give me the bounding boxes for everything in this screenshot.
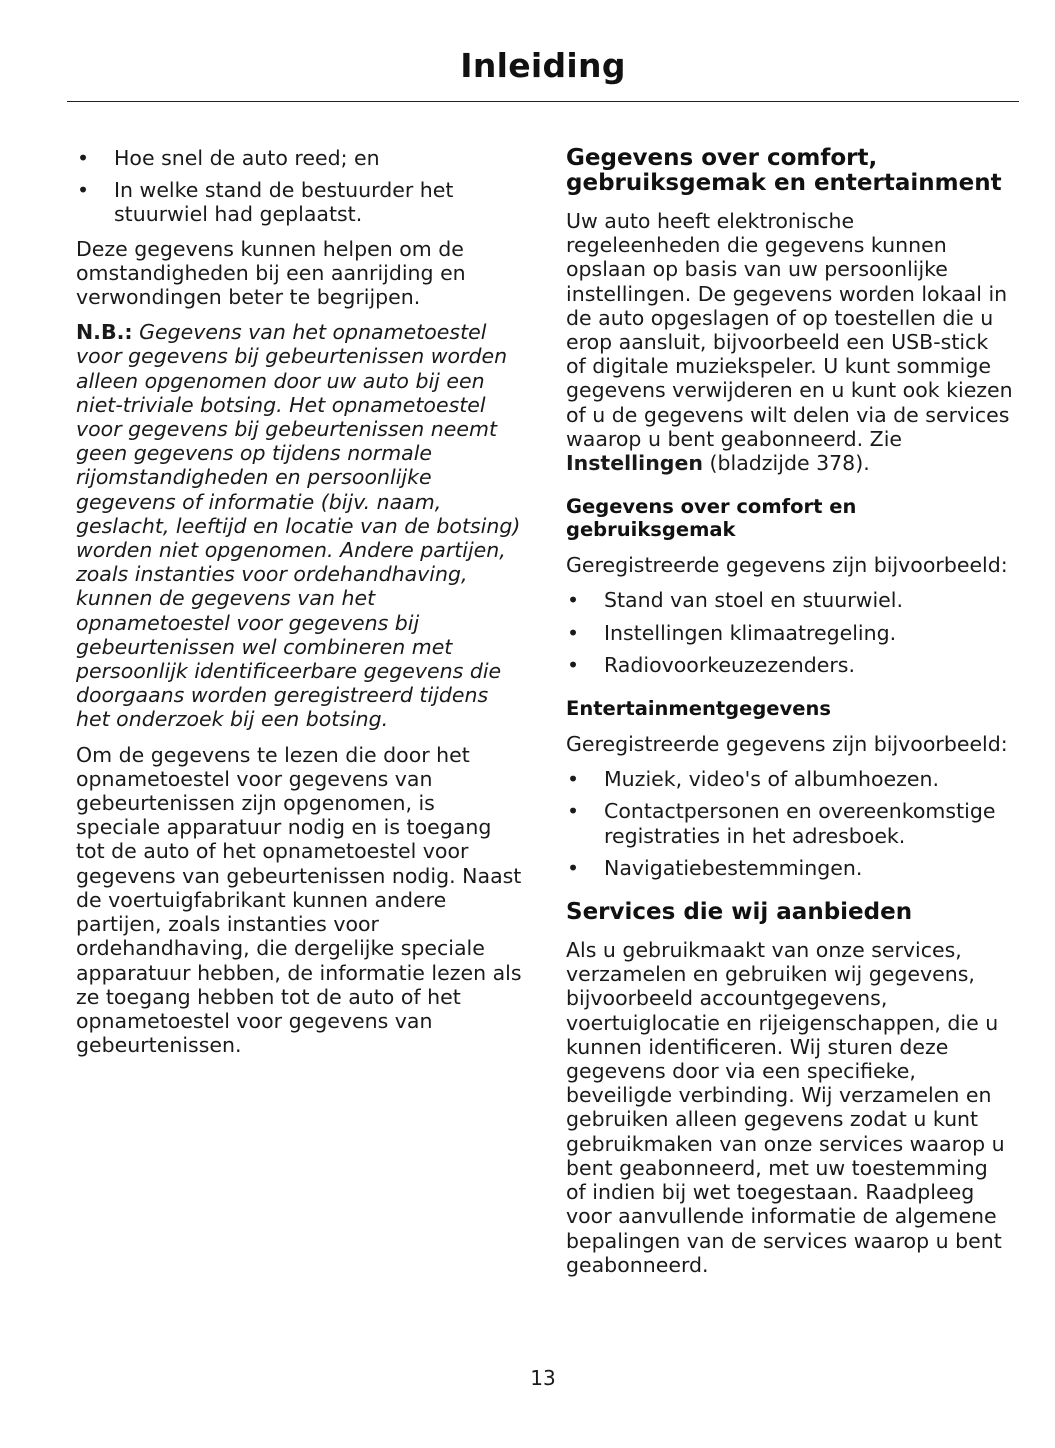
section-paragraph — [566, 209, 1014, 475]
section-heading-services: Services die wij aanbieden — [566, 899, 913, 926]
comfort-bullet-list — [566, 588, 1014, 677]
right-column — [566, 146, 1014, 1288]
list-item — [566, 653, 1014, 677]
reading-data-paragraph: Om de gegevens te lezen die door het opnametoestel voor gegevens van gebeurtenissen zijn opgenomen, is speciale apparatuur nodig en is toegang tot de auto of het opnametoestel voor gegevens van gebeurtenissen nodig. Naast de voertuigfabrikant kunnen andere partijen, zoals instanties voor ordehandhaving, die dergelijke speciale apparatuur hebben, de informatie lezen als ze toegang hebben tot de auto of het opnametoestel voor gegevens van gebeurtenissen. — [76, 742, 522, 1058]
list-item-text: Navigatiebestemmingen. — [604, 855, 863, 880]
entertainment-bullet-list — [566, 767, 1014, 880]
settings-reference-link[interactable]: Instellingen — [566, 451, 703, 476]
note-text: Gegevens van het opnametoestel voor gegevens bij gebeurtenissen worden alleen opgenomen door uw auto bij een niet-triviale botsing. Het opnametoestel voor gegevens bij gebeurtenissen neemt geen gegevens op tijdens normale rijomstandigheden en persoonlijke gegevens of informatie (bijv. naam, geslacht, leeftijd en locatie van de botsing) worden niet opgenomen. Andere partijen, zoals instanties voor ordehandhaving, kunnen de gegevens van het opnametoestel voor gegevens bij gebeurtenissen wel combineren met persoonlijk identificeerbare gegevens die doorgaans worden geregistreerd tijdens het onderzoek bij een botsing. — [76, 320, 521, 732]
note-label: N.B.: — [76, 320, 133, 345]
intro-paragraph: Deze gegevens kunnen helpen om de omstandigheden bij een aanrijding en verwondingen beter te begrijpen. — [76, 236, 466, 310]
page-title: Inleiding — [460, 46, 626, 85]
left-bullet-list — [76, 146, 524, 227]
bullet-icon: • — [566, 855, 580, 880]
left-column — [76, 146, 524, 1068]
section-heading-comfort-entertainment: Gegevens over comfort, gebruiksgemak en entertainment — [566, 145, 1002, 196]
bullet-icon: • — [566, 588, 580, 613]
services-paragraph: Als u gebruikmaakt van onze services, verzamelen en gebruiken wij gegevens, bijvoorbeeld accountgegevens, voertuiglocatie en rijeigenschappen, die u kunnen identificeren. Wij sturen deze gegevens door via een specifieke, beveiligde verbinding. Wij verzamelen en gebruiken alleen gegevens zodat u kunt gebruikmaken van onze services waarop u bent geabonneerd, met uw toestemming of indien bij wet toegestaan. Raadpleeg voor aanvullende informatie de algemene bepalingen van de services waarop u bent geabonneerd. — [566, 938, 1005, 1277]
bullet-icon: • — [76, 178, 90, 203]
bullet-icon: • — [566, 620, 580, 645]
list-item-text: Instellingen klimaatregeling. — [604, 620, 897, 645]
note-paragraph — [76, 320, 524, 731]
list-item-text: Stand van stoel en stuurwiel. — [604, 588, 903, 613]
page-reference: (bladzijde 378). — [709, 451, 870, 476]
paragraph-text: Uw auto heeft elektronische regeleenheden die gegevens kunnen opslaan op basis van uw persoonlijke instellingen. De gegevens worden lokaal in de auto opgeslagen of op toestellen die u erop aansluit, bijvoorbeeld een USB-stick of digitale muziekspeler. U kunt sommige gegevens verwijderen en u kunt ook kiezen of u de gegevens wilt delen via de services waarop u bent geabonneerd. Zie — [566, 209, 1013, 451]
list-item-text: Radiovoorkeuzezenders. — [604, 652, 855, 677]
list-item — [76, 178, 524, 226]
list-item — [566, 767, 1014, 791]
bullet-icon: • — [566, 652, 580, 677]
bullet-icon: • — [566, 767, 580, 792]
bullet-icon: • — [76, 146, 90, 170]
bullet-icon: • — [566, 799, 580, 824]
list-item-text: In welke stand de bestuurder het stuurwiel had geplaatst. — [114, 178, 454, 227]
subsection-intro: Geregistreerde gegevens zijn bijvoorbeeld: — [566, 732, 1008, 757]
list-item-text: Hoe snel de auto reed; en — [114, 146, 380, 170]
list-item-text: Contactpersonen en overeenkomstige registraties in het adresboek. — [604, 799, 996, 848]
list-item — [76, 146, 524, 170]
list-item — [566, 588, 1014, 612]
list-item — [566, 621, 1014, 645]
page-number: 13 — [530, 1366, 556, 1390]
title-divider — [67, 101, 1019, 102]
list-item — [566, 799, 1014, 847]
subsection-heading-comfort: Gegevens over comfort en gebruiksgemak — [566, 495, 857, 542]
subsection-intro: Geregistreerde gegevens zijn bijvoorbeeld: — [566, 553, 1008, 578]
list-item-text: Muziek, video's of albumhoezen. — [604, 767, 940, 792]
subsection-heading-entertainment: Entertainmentgegevens — [566, 697, 831, 721]
list-item — [566, 856, 1014, 880]
